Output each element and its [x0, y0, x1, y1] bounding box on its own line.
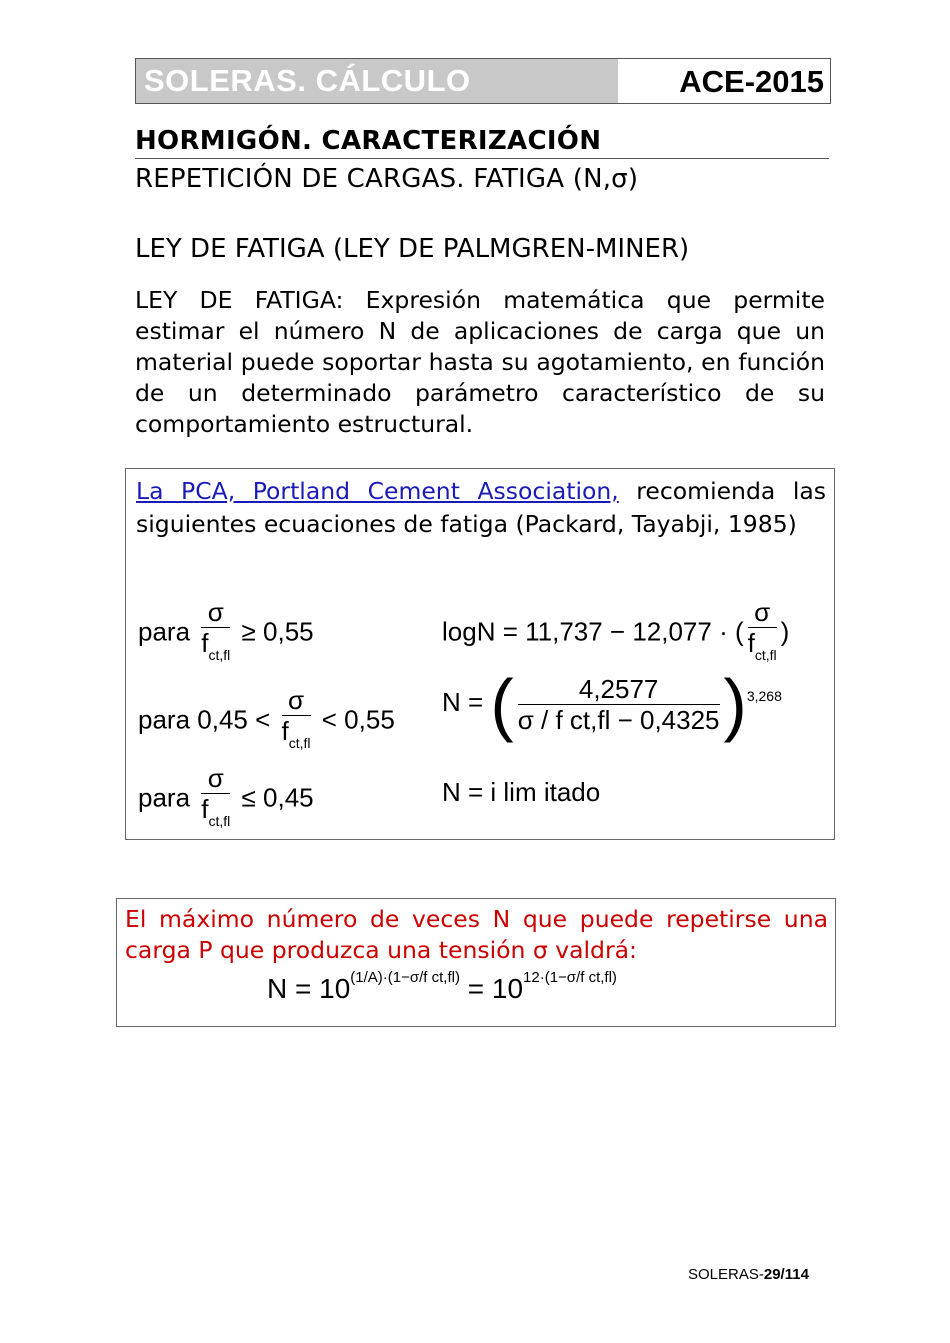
pca-intro-text: recomienda las siguientes ecuaciones de fatiga (Packard, Tayabji, 1985) [136, 477, 826, 538]
condition-2: para 0,45 < $\frac{\sigma}{f_{ct,fl}}$ < 0,55 [138, 685, 395, 751]
condition-3: para $\frac{\sigma}{f_{ct,fl}}$ ≤ 0,45 [138, 763, 314, 829]
page-number: SOLERAS-29/114 [688, 1266, 809, 1283]
equation-1: logN = 11,737 − 12,077 · ( $\frac{\sigma}{f_{ct,fl}}$ ) [442, 597, 790, 663]
condition-1: para $\frac{\sigma}{f_{ct,fl}}$ ≥ 0,55 [138, 597, 314, 670]
header-code: ACE-2015 [618, 59, 830, 103]
max-repetitions-text: El máximo número de veces N que puede repetirse una carga P que produzca una tensión σ valdrá: [125, 905, 828, 964]
law-title: LEY DE FATIGA (LEY DE PALMGREN-MINER) [135, 234, 690, 264]
pca-equations-box [125, 468, 835, 840]
equation-3: N = i lim itado [442, 777, 601, 807]
equation-2: N = ( $\frac{4,2577}{\text{σ / f ct,fl − 0,4325}}$ )$^{3,268}$ [442, 665, 782, 743]
page-header [135, 58, 831, 104]
pca-intro [136, 475, 826, 541]
pca-link[interactable]: La PCA, Portland Cement Association, [136, 477, 619, 505]
header-title: SOLERAS. CÁLCULO [136, 59, 618, 103]
max-repetitions-equation: $N = 10^{(1/A)\cdot(1-\sigma/f ct,fl)} = 10^{12\cdot(1-\sigma/f ct,fl)}$ [267, 969, 617, 1004]
subtitle: REPETICIÓN DE CARGAS. FATIGA (N,σ) [135, 164, 639, 194]
section-title: HORMIGÓN. CARACTERIZACIÓN [135, 124, 829, 159]
max-repetitions-box [116, 898, 836, 1027]
stress-ratio-fraction: $\frac{\sigma}{f_{ct,fl}}$ [201, 597, 231, 663]
definition-paragraph: LEY DE FATIGA: Expresión matemática que permite estimar el número N de aplicaciones de carga que un material puede soportar hasta su agotamiento, en función de un determinado parámetro característico de su comportamiento estructural. [135, 286, 825, 438]
